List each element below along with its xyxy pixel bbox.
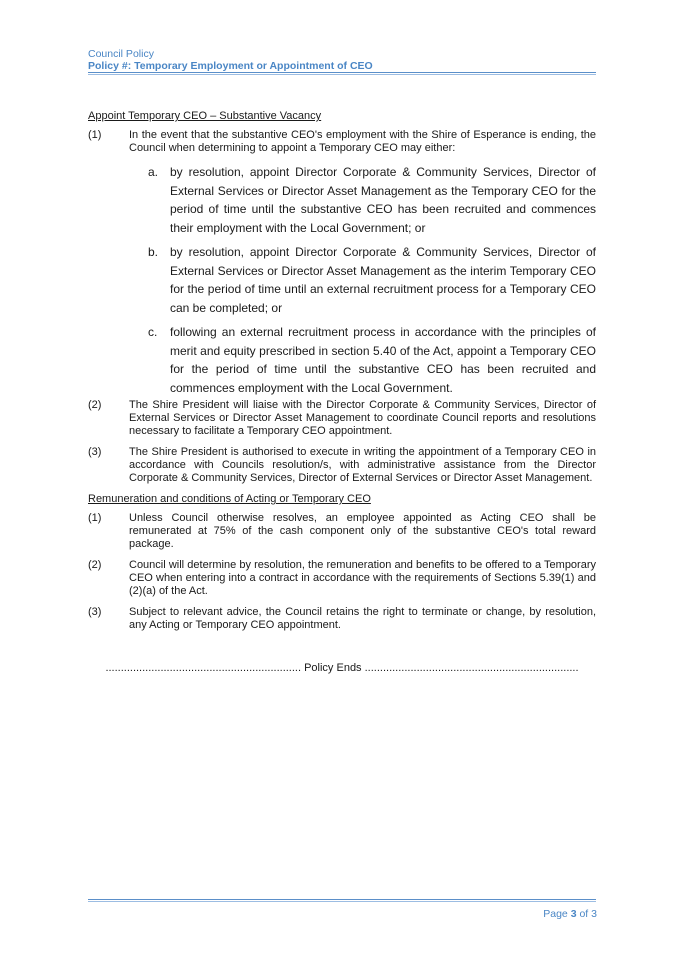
- sub-item-text: following an external recruitment process in accordance with the principles of merit and equity prescribed in section 5.40 of the Act, appoint a Temporary CEO for the period of time until the substantive CEO has been recruited and commences employment with the Local Government.: [170, 325, 596, 395]
- item-number: (2): [88, 559, 102, 571]
- header-policy-prefix: Policy #:: [88, 60, 132, 72]
- policy-ends-marker: ................................................................ Policy Ends ......................................................................: [105, 662, 579, 674]
- list-item: [88, 446, 596, 485]
- section-appoint-items: [88, 129, 596, 485]
- page-of: of: [579, 908, 589, 920]
- item-number: (2): [88, 399, 102, 411]
- item-text: Council will determine by resolution, the remuneration and benefits to be offered to a Temporary CEO when entering into a contract in accordance with the requirements of Sections 5.39(1) and (2)(a) of the Act.: [129, 559, 596, 597]
- page-current: 3: [570, 908, 577, 920]
- item-text: The Shire President is authorised to execute in writing the appointment of a Temporary CEO in accordance with Councils resolution/s, with administrative assistance from the Director Corporate & Community Services, Director of External Services or Director Asset Management.: [129, 446, 596, 484]
- list-item: [88, 559, 596, 598]
- sub-item-text: by resolution, appoint Director Corporate & Community Services, Director of External Services or Director Asset Management as the Temporary CEO for the period of time until the substantive CEO has been recruited and commences their employment with the Local Government; or: [170, 165, 596, 235]
- sub-item-letter: b.: [148, 245, 159, 259]
- header-rule: [88, 72, 596, 75]
- sub-item-c: [148, 323, 596, 397]
- item-text: The Shire President will liaise with the Director Corporate & Community Services, Director of External Services or Director Asset Management to coordinate Council reports and resolutions necessary to facilitate a Temporary CEO appointment.: [129, 399, 596, 437]
- header-policy-title: [88, 60, 598, 72]
- policy-body: [88, 110, 596, 675]
- page-header: [88, 48, 598, 72]
- section-remuneration-items: [88, 512, 596, 632]
- list-item: [88, 606, 596, 632]
- item-number: (1): [88, 129, 102, 141]
- header-doc-type: Council Policy: [88, 48, 154, 60]
- header-policy-name: Temporary Employment or Appointment of CEO: [134, 60, 373, 72]
- sub-item-text: by resolution, appoint Director Corporate & Community Services, Director of External Services or Director Asset Management as the interim Temporary CEO for the period of time until an external recruitment process for a Temporary CEO can be completed; or: [170, 245, 596, 315]
- list-item: [88, 129, 596, 155]
- page-total: 3: [591, 908, 597, 920]
- item-text: In the event that the substantive CEO's employment with the Shire of Esperance is ending, the Council when determining to appoint a Temporary CEO may either:: [129, 129, 596, 154]
- page-footer: [543, 908, 597, 920]
- item-text: Subject to relevant advice, the Council retains the right to terminate or change, by resolution, any Acting or Temporary CEO appointment.: [129, 606, 596, 631]
- section-heading-appoint: Appoint Temporary CEO – Substantive Vacancy: [88, 110, 322, 122]
- page-label: Page: [543, 908, 568, 920]
- section-heading-remuneration: Remuneration and conditions of Acting or Temporary CEO: [88, 493, 371, 505]
- list-item: [88, 399, 596, 438]
- item-number: (1): [88, 512, 102, 524]
- item-number: (3): [88, 606, 102, 618]
- item-number: (3): [88, 446, 102, 458]
- footer-rule: [88, 899, 596, 902]
- sub-item-letter: c.: [148, 325, 158, 339]
- list-item: [88, 512, 596, 551]
- sub-item-a: [148, 163, 596, 237]
- sub-item-b: [148, 243, 596, 317]
- sub-item-letter: a.: [148, 165, 159, 179]
- item-text: Unless Council otherwise resolves, an employee appointed as Acting CEO shall be remunerated at 75% of the cash component only of the substantive CEO's total reward package.: [129, 512, 596, 550]
